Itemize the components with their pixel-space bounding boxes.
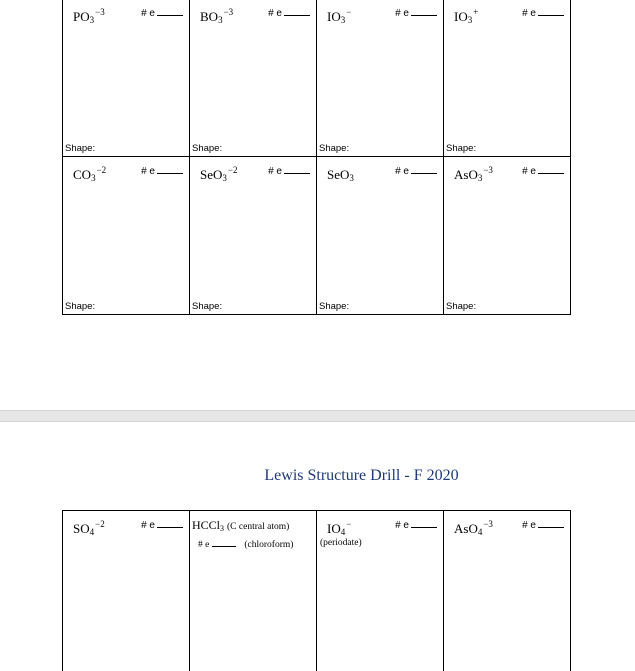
grid-row	[63, 0, 571, 157]
formula: $PO_3^{-3}$	[73, 5, 105, 27]
molecule-cell	[444, 157, 571, 315]
formula: $SO_4^{-2}$	[73, 517, 105, 539]
electron-count-blank: # e	[522, 164, 564, 178]
formula: $BO_3^{-3}$	[200, 5, 233, 27]
formula: AsO$_3^{-3}$	[454, 163, 493, 185]
molecule-cell	[317, 157, 444, 315]
molecule-cell	[190, 511, 317, 671]
formula: AsO$_4^{-3}$	[454, 517, 493, 539]
formula: $CO_3^{-2}$	[73, 163, 106, 185]
molecule-cell	[317, 0, 444, 157]
electron-count-blank: # e	[395, 6, 437, 20]
shape-label: Shape:	[446, 301, 476, 312]
formula: $IO_3^-$	[327, 5, 351, 27]
electron-count-blank: # e	[522, 518, 564, 532]
molecule-cell	[444, 511, 571, 671]
molecule-cell	[63, 511, 190, 671]
electron-count-blank: # e (chloroform)	[198, 538, 293, 550]
electron-count-blank: # e	[268, 164, 310, 178]
formula: HCCl$_3$ (C central atom)	[192, 518, 289, 536]
electron-count-blank: # e	[522, 6, 564, 20]
electron-count-blank: # e	[141, 6, 183, 20]
lewis-grid-top	[62, 0, 571, 315]
grid-row	[63, 157, 571, 315]
shape-label: Shape:	[446, 143, 476, 154]
formula: $IO_3^+$	[454, 5, 478, 27]
formula: SeO$_3^{-2}$	[200, 163, 237, 185]
electron-count-blank: # e	[395, 164, 437, 178]
document-title: Lewis Structure Drill - F 2020	[0, 467, 635, 485]
electron-count-blank: # e	[141, 164, 183, 178]
grid-row	[63, 511, 571, 671]
molecule-cell	[190, 0, 317, 157]
electron-count-blank: # e	[395, 518, 437, 532]
molecule-cell	[63, 0, 190, 157]
electron-count-blank: # e	[141, 518, 183, 532]
compound-name: (chloroform)	[244, 540, 293, 550]
molecule-cell	[317, 511, 444, 671]
worksheet-page-2	[0, 422, 635, 659]
electron-count-blank: # e	[268, 6, 310, 20]
formula: SeO$_3$	[327, 163, 355, 185]
shape-label: Shape:	[65, 301, 95, 312]
compound-name: (periodate)	[320, 538, 362, 548]
molecule-cell	[63, 157, 190, 315]
molecule-cell	[444, 0, 571, 157]
shape-label: Shape:	[192, 143, 222, 154]
molecule-cell	[190, 157, 317, 315]
shape-label: Shape:	[65, 143, 95, 154]
central-atom-note: (C central atom)	[227, 522, 289, 532]
page-gap	[0, 410, 635, 422]
shape-label: Shape:	[319, 143, 349, 154]
lewis-grid-bottom	[62, 510, 571, 671]
shape-label: Shape:	[192, 301, 222, 312]
formula: $IO_4^-$	[327, 517, 351, 539]
shape-label: Shape:	[319, 301, 349, 312]
